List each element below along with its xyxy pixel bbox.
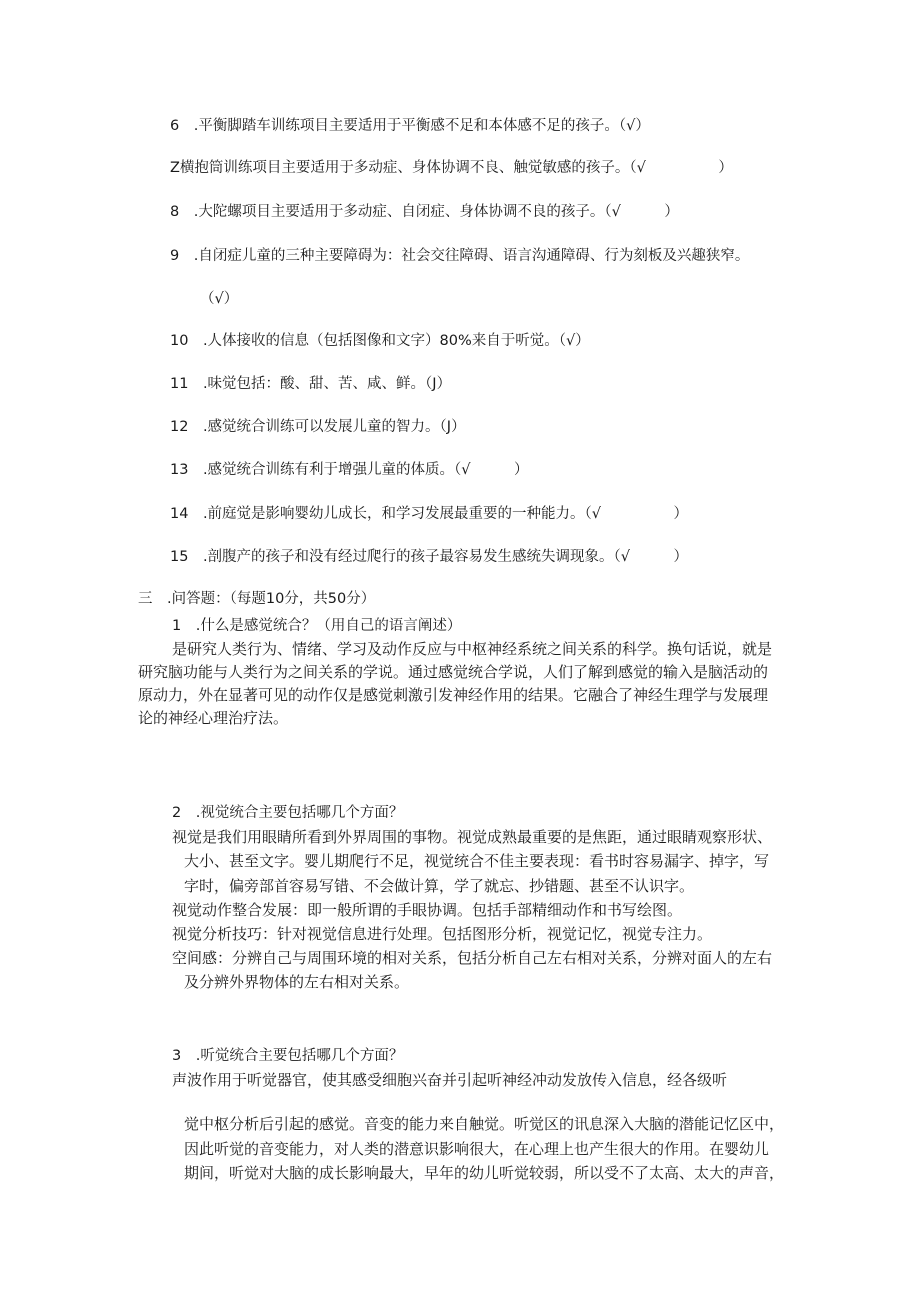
q3-line-3: 因此听觉的音变能力，对人类的潜意识影响很大，在心理上也产生很大的作用。在婴幼儿 <box>184 1140 770 1158</box>
q3-line-2: 觉中枢分析后引起的感觉。音变的能力来自触觉。听觉区的讯息深入大脑的潜能记忆区中， <box>184 1115 785 1133</box>
q1-line-2: 研究脑功能与人类行为之间关系的学说。通过感觉统合学说，人们了解到感觉的输入是脑活动的 <box>138 663 769 681</box>
q1-line-4: 论的神经心理治疗法。 <box>138 709 289 727</box>
tf-item-12: 12 .感觉统合训练可以发展儿童的智力。（J） <box>170 419 466 435</box>
q2-title: 2 .视觉统合主要包括哪几个方面？ <box>172 805 404 821</box>
q3-line-1: 声波作用于听觉器官，使其感受细胞兴奋并引起听神经冲动发放传入信息，经各级听 <box>172 1071 728 1089</box>
tf-item-15: 15 .剖腹产的孩子和没有经过爬行的孩子最容易发生感统失调现象。（√ ） <box>170 549 689 565</box>
q3-title: 3 .听觉统合主要包括哪几个方面？ <box>172 1048 404 1064</box>
tf-item-13: 13 .感觉统合训练有利于增强儿童的体质。（√ ） <box>170 462 529 478</box>
tf-item-7: Z横抱筒训练项目主要适用于多动症、身体协调不良、触觉敏感的孩子。（√ ） <box>170 160 733 176</box>
tf-item-14: 14 .前庭觉是影响婴幼儿成长，和学习发展最重要的一种能力。（√ ） <box>170 506 689 522</box>
tf-item-6: 6 .平衡脚踏车训练项目主要适用于平衡感不足和本体感不足的孩子。（√） <box>170 118 650 134</box>
q2-line-1: 视觉是我们用眼睛所看到外界周围的事物。视觉成熟最重要的是焦距，通过眼睛观察形状、 <box>172 828 773 846</box>
q1-title: 1 .什么是感觉统合？（用自己的语言阐述） <box>172 618 462 634</box>
q1-line-1: 是研究人类行为、情绪、学习及动作反应与中枢神经系统之间关系的科学。换句话说，就是 <box>172 640 773 658</box>
section3-heading: 三 .问答题：（每题10分，共50分） <box>138 591 376 607</box>
q2-line-5: 视觉分析技巧：针对视觉信息进行处理。包括图形分析，视觉记忆，视觉专注力。 <box>172 925 713 943</box>
q2-line-4: 视觉动作整合发展：即一般所谓的手眼协调。包括手部精细动作和书写绘图。 <box>172 901 683 919</box>
q2-line-3: 字时，偏旁部首容易写错、不会做计算，学了就忘、抄错题、甚至不认识字。 <box>184 877 695 895</box>
q3-line-4: 期间，听觉对大脑的成长影响最大，早年的幼儿听觉较弱，所以受不了太高、太大的声音， <box>184 1164 785 1182</box>
q2-line-6: 空间感：分辨自己与周围环境的相对关系，包括分析自己左右相对关系，分辨对面人的左右 <box>172 949 773 967</box>
tf-item-8: 8 .大陀螺项目主要适用于多动症、自闭症、身体协调不良的孩子。（√ ） <box>170 204 679 220</box>
tf-item-9: 9 .自闭症儿童的三种主要障碍为：社会交往障碍、语言沟通障碍、行为刻板及兴趣狭窄。 <box>170 248 750 264</box>
q2-line-2: 大小、甚至文字。婴儿期爬行不足，视觉统合不佳主要表现：看书时容易漏字、掉字，写 <box>184 852 770 870</box>
tf-item-9-answer: （√） <box>200 291 239 307</box>
tf-item-10: 10 .人体接收的信息（包括图像和文字）80%来自于听觉。（√） <box>170 333 590 349</box>
q2-line-7: 及分辨外界物体的左右相对关系。 <box>184 973 410 991</box>
q1-line-3: 原动力，外在显著可见的动作仅是感觉刺激引发神经作用的结果。它融合了神经生理学与发展理 <box>138 686 769 704</box>
tf-item-11: 11 .味觉包括：酸、甜、苦、咸、鲜。（J） <box>170 376 452 392</box>
